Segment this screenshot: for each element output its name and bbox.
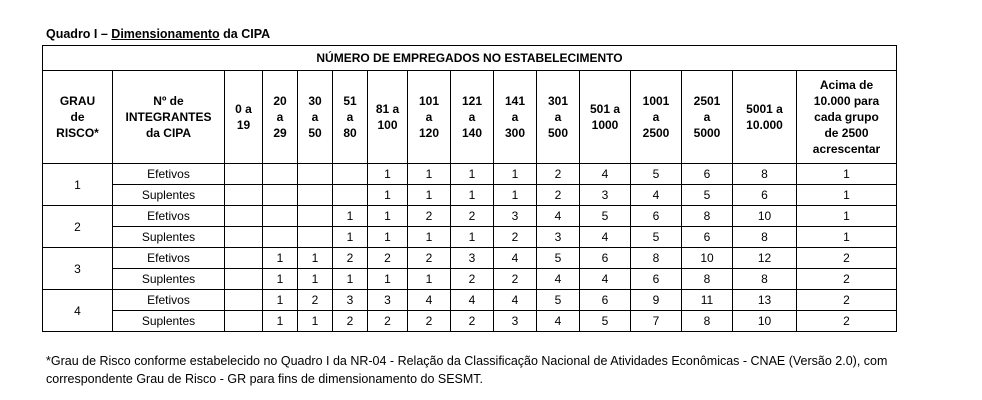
header-row (43, 71, 897, 164)
header-integrantes (113, 71, 225, 164)
value-cell: 8 (733, 269, 797, 290)
value-cell: 10 (682, 248, 733, 269)
value-cell (263, 164, 298, 185)
header-line: acrescentar (812, 142, 881, 156)
header-line: 20 (273, 94, 287, 108)
header-range (733, 71, 797, 164)
header-line: de 2500 (824, 126, 869, 140)
value-cell: 2 (494, 227, 537, 248)
value-cell: 2 (333, 248, 368, 269)
value-cell: 1 (368, 206, 408, 227)
value-cell: 1 (494, 164, 537, 185)
value-cell: 4 (537, 206, 580, 227)
value-cell (333, 185, 368, 206)
header-range (451, 71, 494, 164)
value-cell: 2 (298, 290, 333, 311)
header-line: 1000 (591, 118, 619, 132)
header-line: da CIPA (145, 126, 192, 140)
value-cell: 2 (494, 269, 537, 290)
value-cell: 4 (537, 269, 580, 290)
value-cell: 5 (537, 248, 580, 269)
value-cell: 3 (368, 290, 408, 311)
value-cell (263, 185, 298, 206)
header-line: a (468, 110, 476, 124)
value-cell: 3 (494, 206, 537, 227)
header-range (333, 71, 368, 164)
table-row (43, 185, 897, 206)
header-line: 101 (418, 94, 440, 108)
value-cell (225, 311, 263, 332)
header-line: a (346, 110, 354, 124)
value-cell: 2 (451, 269, 494, 290)
value-cell: 1 (298, 248, 333, 269)
value-cell: 3 (580, 185, 631, 206)
header-line: 30 (308, 94, 322, 108)
value-cell: 5 (682, 185, 733, 206)
header-line: 29 (273, 126, 287, 140)
page-title (46, 27, 270, 41)
value-cell: 4 (451, 290, 494, 311)
title-underlined: Dimensionamento (111, 27, 220, 41)
value-cell: 2 (408, 248, 451, 269)
header-line: 5001 a (746, 102, 783, 116)
header-line: Acima de (819, 78, 874, 92)
value-cell: 5 (580, 206, 631, 227)
header-line: 81 a (375, 102, 400, 116)
value-cell (225, 248, 263, 269)
header-range (408, 71, 451, 164)
value-cell: 2 (451, 206, 494, 227)
value-cell (333, 164, 368, 185)
row-label: Efetivos (113, 290, 225, 311)
value-cell: 1 (263, 248, 298, 269)
value-cell: 1 (368, 164, 408, 185)
value-cell: 1 (333, 269, 368, 290)
value-cell: 1 (451, 164, 494, 185)
header-line: 100 (377, 118, 398, 132)
header-line: a (511, 110, 519, 124)
header-range (580, 71, 631, 164)
value-cell: 1 (263, 311, 298, 332)
value-cell: 4 (494, 290, 537, 311)
value-cell: 11 (682, 290, 733, 311)
grau-cell: 3 (43, 248, 113, 290)
header-line: a (276, 110, 284, 124)
value-cell: 5 (580, 311, 631, 332)
header-range (298, 71, 333, 164)
table-row (43, 206, 897, 227)
value-cell: 1 (333, 206, 368, 227)
value-cell: 6 (580, 290, 631, 311)
header-line: 2501 (693, 94, 721, 108)
value-cell: 1 (368, 269, 408, 290)
header-line: a (311, 110, 319, 124)
title-prefix: Quadro I – (46, 27, 112, 41)
value-cell: 3 (537, 227, 580, 248)
header-line: 80 (343, 126, 357, 140)
value-cell: 1 (797, 185, 897, 206)
header-range (537, 71, 580, 164)
header-line: 300 (504, 126, 526, 140)
value-cell (263, 227, 298, 248)
value-cell: 1 (797, 206, 897, 227)
value-cell: 12 (733, 248, 797, 269)
header-line: 121 (461, 94, 483, 108)
header-line: INTEGRANTES (125, 110, 212, 124)
value-cell (298, 206, 333, 227)
header-line: a (554, 110, 562, 124)
row-label: Suplentes (113, 311, 225, 332)
value-cell (298, 185, 333, 206)
value-cell (225, 290, 263, 311)
value-cell (225, 227, 263, 248)
value-cell (225, 269, 263, 290)
header-range (225, 71, 263, 164)
header-grau-de-risco (43, 71, 113, 164)
cipa-table (42, 45, 897, 332)
value-cell: 5 (631, 164, 682, 185)
value-cell: 1 (263, 269, 298, 290)
value-cell: 2 (797, 290, 897, 311)
header-line: 10.000 para (813, 94, 880, 108)
value-cell: 2 (368, 248, 408, 269)
header-range (797, 71, 897, 164)
value-cell: 6 (580, 248, 631, 269)
footnote: *Grau de Risco conforme estabelecido no Quadro I da NR-04 - Relação da Classificação Nacional de Atividades Econômicas - CNAE (Versão 2.0), com correspondente Grau de Risco - GR para fins de dimensionamento do SESMT. (46, 354, 888, 386)
header-line: 140 (461, 126, 483, 140)
header-line: a (703, 110, 711, 124)
value-cell: 8 (733, 164, 797, 185)
header-line: 50 (308, 126, 322, 140)
value-cell (263, 206, 298, 227)
value-cell: 4 (580, 227, 631, 248)
value-cell: 1 (451, 185, 494, 206)
value-cell: 6 (682, 164, 733, 185)
value-cell: 5 (631, 227, 682, 248)
value-cell: 1 (298, 311, 333, 332)
table-body (43, 164, 897, 332)
value-cell: 1 (408, 227, 451, 248)
table-row (43, 227, 897, 248)
row-label: Efetivos (113, 248, 225, 269)
header-line: 500 (547, 126, 569, 140)
row-label: Suplentes (113, 269, 225, 290)
header-line: 0 a (235, 102, 252, 116)
value-cell: 1 (298, 269, 333, 290)
header-line: RISCO* (56, 126, 99, 140)
header-line: 19 (236, 118, 251, 132)
value-cell: 4 (494, 248, 537, 269)
row-label: Suplentes (113, 185, 225, 206)
value-cell: 4 (537, 311, 580, 332)
value-cell: 2 (797, 248, 897, 269)
value-cell (298, 164, 333, 185)
value-cell: 6 (631, 206, 682, 227)
header-line: 51 (343, 94, 357, 108)
header-line: a (652, 110, 660, 124)
value-cell: 4 (631, 185, 682, 206)
header-line: 301 (547, 94, 569, 108)
table-row (43, 311, 897, 332)
value-cell: 6 (733, 185, 797, 206)
value-cell: 2 (408, 311, 451, 332)
value-cell: 10 (733, 206, 797, 227)
header-line: Nº de (153, 94, 184, 108)
value-cell: 10 (733, 311, 797, 332)
value-cell: 4 (580, 164, 631, 185)
value-cell: 2 (537, 164, 580, 185)
header-line: 5000 (693, 126, 721, 140)
value-cell: 2 (333, 311, 368, 332)
value-cell: 9 (631, 290, 682, 311)
value-cell: 2 (451, 311, 494, 332)
value-cell (225, 164, 263, 185)
grau-cell: 2 (43, 206, 113, 248)
row-label: Suplentes (113, 227, 225, 248)
value-cell: 1 (797, 227, 897, 248)
value-cell: 1 (263, 290, 298, 311)
value-cell: 1 (408, 269, 451, 290)
header-line: 120 (418, 126, 440, 140)
header-line: 10.000 (746, 118, 783, 132)
row-label: Efetivos (113, 164, 225, 185)
table-banner: NÚMERO DE EMPREGADOS NO ESTABELECIMENTO (43, 46, 897, 71)
value-cell (225, 185, 263, 206)
value-cell: 4 (580, 269, 631, 290)
header-line: 2500 (642, 126, 670, 140)
value-cell: 5 (537, 290, 580, 311)
value-cell: 3 (494, 311, 537, 332)
value-cell: 2 (368, 311, 408, 332)
value-cell: 1 (408, 164, 451, 185)
value-cell: 1 (451, 227, 494, 248)
header-line: 141 (504, 94, 526, 108)
value-cell: 8 (631, 248, 682, 269)
value-cell: 2 (797, 311, 897, 332)
header-range (494, 71, 537, 164)
grau-cell: 4 (43, 290, 113, 332)
value-cell: 8 (682, 311, 733, 332)
value-cell: 1 (368, 185, 408, 206)
table-row (43, 290, 897, 311)
value-cell: 13 (733, 290, 797, 311)
value-cell: 8 (733, 227, 797, 248)
header-line: 1001 (642, 94, 670, 108)
header-line: cada grupo (814, 110, 879, 124)
value-cell: 6 (682, 227, 733, 248)
table-row (43, 164, 897, 185)
value-cell (298, 227, 333, 248)
value-cell: 1 (333, 227, 368, 248)
value-cell: 8 (682, 206, 733, 227)
value-cell: 1 (494, 185, 537, 206)
grau-cell: 1 (43, 164, 113, 206)
header-range (368, 71, 408, 164)
header-range (631, 71, 682, 164)
value-cell: 8 (682, 269, 733, 290)
table-row (43, 248, 897, 269)
value-cell: 2 (537, 185, 580, 206)
value-cell: 3 (451, 248, 494, 269)
value-cell: 3 (333, 290, 368, 311)
header-range (682, 71, 733, 164)
header-line: 501 a (589, 102, 621, 116)
title-suffix: da CIPA (219, 27, 271, 41)
header-line: de (70, 110, 85, 124)
value-cell: 1 (408, 185, 451, 206)
header-line: a (425, 110, 433, 124)
value-cell: 4 (408, 290, 451, 311)
value-cell: 7 (631, 311, 682, 332)
header-range (263, 71, 298, 164)
value-cell: 6 (631, 269, 682, 290)
value-cell: 2 (797, 269, 897, 290)
value-cell: 2 (408, 206, 451, 227)
value-cell (225, 206, 263, 227)
row-label: Efetivos (113, 206, 225, 227)
header-line: GRAU (59, 94, 96, 108)
value-cell: 1 (797, 164, 897, 185)
table-row (43, 269, 897, 290)
value-cell: 1 (368, 227, 408, 248)
